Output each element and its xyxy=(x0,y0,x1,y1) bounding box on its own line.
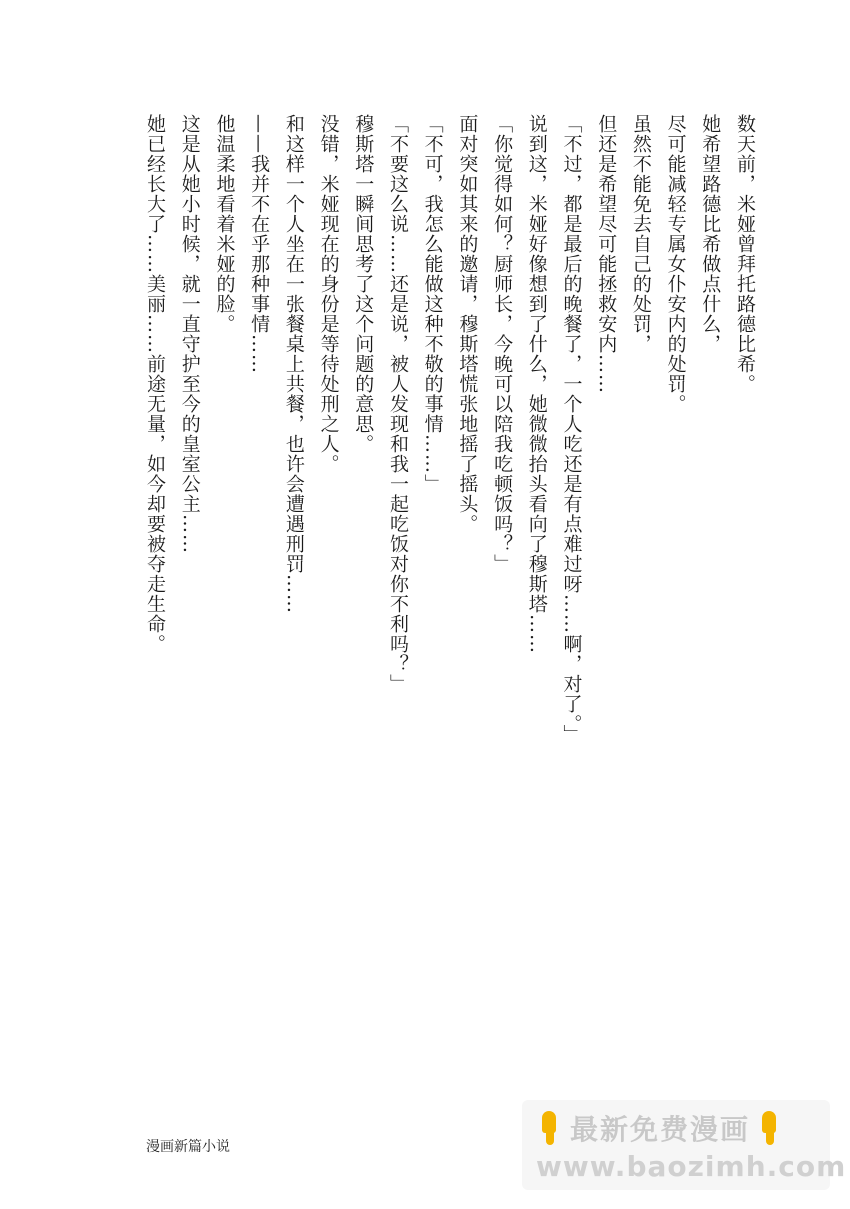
paragraph: 但还是希望尽可能拯救安内…… xyxy=(595,114,618,394)
paragraph: 她已经长大了……美丽……前途无量，如今却要被夺走生命。 xyxy=(144,114,167,654)
paragraph: 「不可，我怎么能做这种不敬的事情……」 xyxy=(421,114,444,494)
watermark-header xyxy=(536,1108,784,1148)
paragraph: 和这样一个人坐在一张餐桌上共餐，也许会遭遇刑罚…… xyxy=(282,114,305,614)
watermark-url: www.baozimh.com xyxy=(536,1150,847,1183)
paragraph: 面对突如其来的邀请，穆斯塔慌张地摇了摇头。 xyxy=(456,114,479,534)
paragraph: 「你觉得如何？厨师长，今晚可以陪我吃顿饭吗？」 xyxy=(491,114,514,574)
watermark xyxy=(522,1100,847,1190)
pointing-hand-icon xyxy=(756,1111,784,1145)
paragraph: 尽可能减轻专属女仆安内的处罚。 xyxy=(664,114,687,414)
paragraph: ——我并不在乎那种事情…… xyxy=(248,114,271,374)
paragraph: 这是从她小时候，就一直守护至今的皇室公主…… xyxy=(178,114,201,554)
paragraph: 没错，米娅现在的身份是等待处刑之人。 xyxy=(317,114,340,474)
paragraph: 穆斯塔一瞬间思考了这个问题的意思。 xyxy=(352,114,375,454)
footer-label: 漫画新篇小说 xyxy=(146,1139,230,1155)
paragraph: 说到这，米娅好像想到了什么，她微微抬头看向了穆斯塔…… xyxy=(525,114,548,654)
paragraph: 数天前，米娅曾拜托路德比希。 xyxy=(734,114,756,394)
watermark-title: 最新免费漫画 xyxy=(570,1113,751,1146)
paragraph: 「不过，都是最后的晚餐了，一个人吃还是有点难过呀……啊，对了。」 xyxy=(560,114,583,745)
paragraph: 他温柔地看着米娅的脸。 xyxy=(213,114,236,334)
pointing-hand-icon xyxy=(536,1111,564,1145)
paragraph: 虽然不能免去自己的处罚， xyxy=(629,114,652,354)
paragraph: 她希望路德比希做点什么， xyxy=(699,114,722,354)
paragraph: 「不要这么说……还是说，被人发现和我一起吃饭对你不利吗？」 xyxy=(386,114,409,694)
novel-text-block xyxy=(137,114,762,774)
